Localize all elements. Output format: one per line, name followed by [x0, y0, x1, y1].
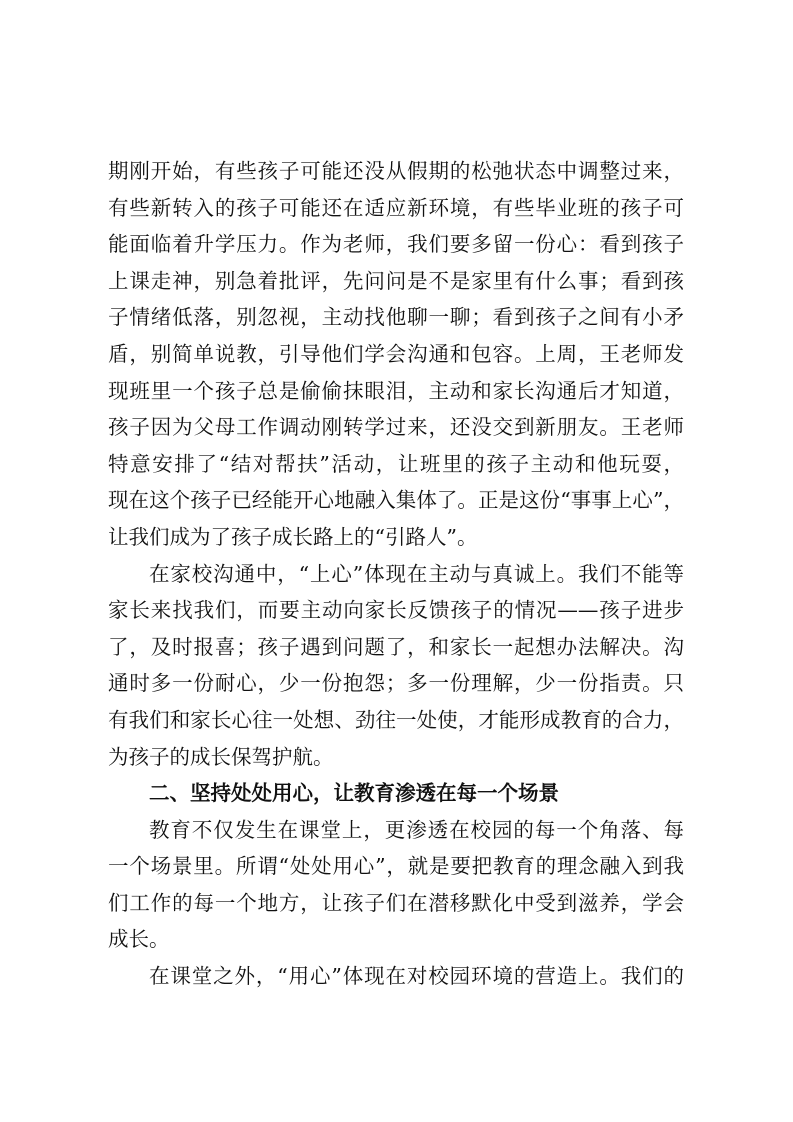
text-line: 期刚开始，有些孩子可能还没从假期的松弛状态中调整过来， [108, 159, 684, 183]
text-line: 有些新转入的孩子可能还在适应新环境，有些毕业班的孩子可 [108, 195, 684, 220]
text-line: 一个场景里。所谓“处处用心”，就是要把教育的理念融入到我 [108, 854, 684, 879]
paragraph-first-line: 在课堂之外，“用心”体现在对校园环境的营造上。我们的 [149, 964, 684, 989]
text-line: 们工作的每一个地方，让孩子们在潜移默化中受到滋养，学会 [108, 890, 684, 915]
text-line: 孩子因为父母工作调动刚转学过来，还没交到新朋友。王老师 [108, 415, 684, 440]
text-line: 现班里一个孩子总是偷偷抹眼泪，主动和家长沟通后才知道， [108, 378, 684, 403]
text-line: 有我们和家长心往一处想、劲往一处使，才能形成教育的合力， [108, 707, 684, 732]
text-line: 为孩子的成长保驾护航。 [108, 744, 334, 769]
text-line: 了，及时报喜；孩子遇到问题了，和家长一起想办法解决。沟 [108, 634, 684, 659]
text-line: 让我们成为了孩子成长路上的“引路人”。 [108, 524, 478, 549]
document-body [108, 153, 684, 995]
text-line: 成长。 [108, 927, 170, 952]
text-line: 现在这个孩子已经能开心地融入集体了。正是这份“事事上心”， [108, 488, 684, 513]
section-heading: 二、坚持处处用心，让教育渗透在每一个场景 [149, 781, 559, 806]
text-line: 通时多一份耐心，少一份抱怨；多一份理解，少一份指责。只 [108, 671, 684, 696]
text-line: 家长来找我们，而要主动向家长反馈孩子的情况——孩子进步 [108, 598, 684, 623]
paragraph-first-line: 教育不仅发生在课堂上，更渗透在校园的每一个角落、每 [149, 817, 684, 842]
text-line: 盾，别简单说教，引导他们学会沟通和包容。上周，王老师发 [108, 341, 684, 366]
text-line: 能面临着升学压力。作为老师，我们要多留一份心：看到孩子 [108, 232, 684, 257]
text-line: 子情绪低落，别忽视，主动找他聊一聊；看到孩子之间有小矛 [108, 305, 684, 330]
text-line: 特意安排了“结对帮扶”活动，让班里的孩子主动和他玩耍， [108, 451, 684, 476]
text-line: 上课走神，别急着批评，先问问是不是家里有什么事；看到孩 [108, 268, 684, 293]
paragraph-first-line: 在家校沟通中，“上心”体现在主动与真诚上。我们不能等 [149, 561, 684, 586]
